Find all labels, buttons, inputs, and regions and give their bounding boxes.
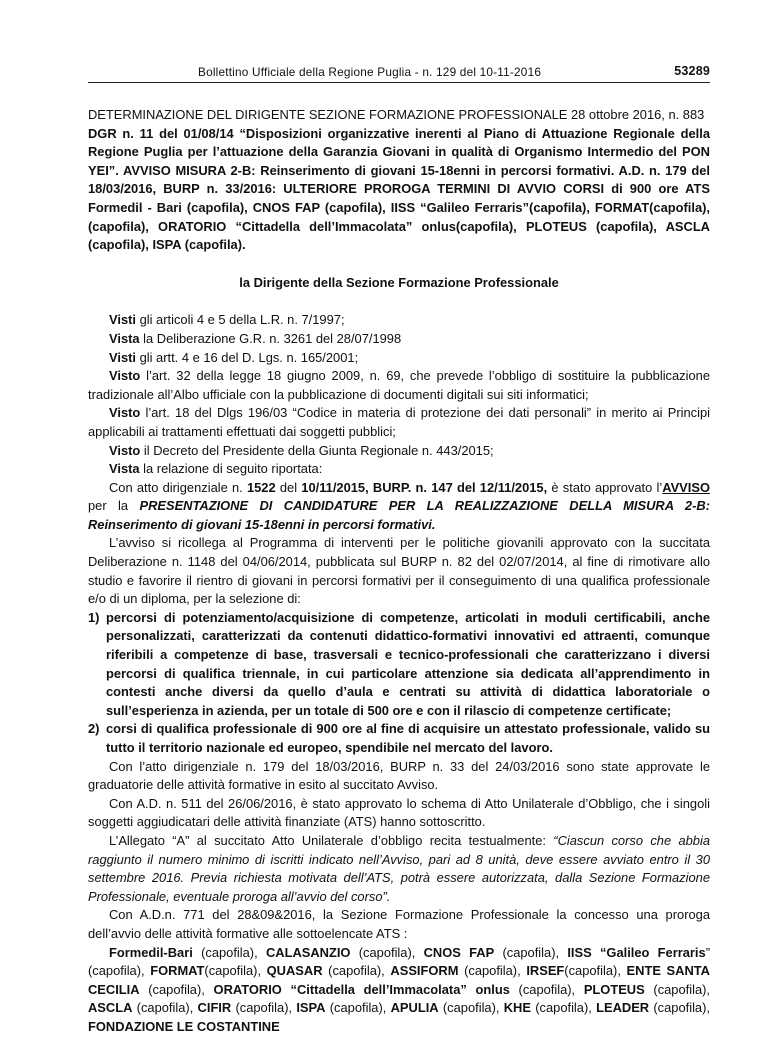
determination-subject: DGR n. 11 del 01/08/14 “Disposizioni organizzative inerenti al Piano di Attuazione Regionale della Regione Puglia per l’attuazione della Garanzia Giovani in qualità di Organismo Intermedio del PON YEI”. AVVISO MISURA 2-B: Reinserimento di giovani 15-18enni in percorsi formativi. A.D. n. 179 del 18/03/2016, BURP n. 33/2016: ULTERIORE PROROGA TERMINI DI AVVIO CORSI di 900 ore ATS Formedil - Bari (capofila), CNOS FAP (capofila), IISS “Galileo Ferraris”(capofila), FORMAT(capofila), (capofila), ORATORIO “Cittadella dell’Immacolata” onlus(capofila), PLOTEUS (capofila), ASCLA (capofila), ISPA (capofila). (88, 125, 710, 253)
document-body (88, 106, 710, 1037)
visti-item: Vista la Deliberazione G.R. n. 3261 del 28/07/1998 (109, 330, 402, 346)
ats-name: CNOS FAP (423, 944, 495, 960)
ats-name: ASCLA (88, 1000, 133, 1016)
ats-name: QUASAR (266, 963, 323, 979)
bulletin-header (88, 62, 710, 83)
ats-name: ENTE SANTA CECILIA (88, 963, 710, 997)
ats-name: ASSIFORM (390, 963, 459, 979)
determination-title: DETERMINAZIONE DEL DIRIGENTE SEZIONE FORMAZIONE PROFESSIONALE 28 ottobre 2016, n. 883 (88, 107, 705, 122)
visti-item: Visto il Decreto del Presidente della Giunta Regionale n. 443/2015; (109, 442, 494, 458)
page-number: 53289 (674, 64, 710, 78)
visti-item: Visti gli articoli 4 e 5 della L.R. n. 7/1997; (109, 312, 345, 328)
avviso-link-text: AVVISO (662, 479, 710, 495)
visti-section (88, 311, 710, 478)
ats-name: CALASANZIO (265, 944, 351, 960)
ats-name: ISPA (296, 1000, 326, 1016)
paragraph-graduatorie: Con l’atto dirigenziale n. 179 del 18/03/2016, BURP n. 33 del 24/03/2016 sono state approvate le graduatorie delle attività formative in esito al succitato Avviso. (88, 758, 710, 793)
paragraph-avviso: L’avviso si ricollega al Programma di interventi per le politiche giovanili approvato con la succitata Deliberazione n. 1148 del 04/06/2014, pubblicata sul BURP n. 82 del 02/07/2014, al fine di rimotivare allo studio e favorire il rientro di giovani in percorsi formativi per il conseguimento di una qualifica professionale e/o di un diploma, per la selezione di: (88, 535, 710, 607)
ats-name: KHE (503, 1000, 531, 1016)
ats-name: IRSEF (526, 963, 565, 979)
ats-name: ORATORIO “Cittadella dell’Immacolata” onlus (213, 981, 510, 997)
ats-name: FORMAT (150, 963, 205, 979)
ats-name: PLOTEUS (583, 981, 645, 997)
paragraph-ad771: Con A.D.n. 771 del 28&09&2016, la Sezione Formazione Professionale la concesso una proroga dell’avvio delle attività formative alle sottoelencate ATS : (88, 907, 710, 941)
ats-list: Formedil-Bari (capofila), CALASANZIO (capofila), CNOS FAP (capofila), IISS “Galileo Ferraris” (capofila), FORMAT(capofila), QUASAR (capofila), ASSIFORM (capofila), IRSEF(capofila), ENTE SANTA CECILIA (capofila), ORATORIO “Cittadella dell’Immacolata” onlus (capofila), PLOTEUS (capofila), ASCLA (capofila), CIFIR (capofila), ISPA (capofila), APULIA (capofila), KHE (capofila), LEADER (capofila), FONDAZIONE LE COSTANTINE (88, 944, 710, 1034)
ats-name: APULIA (390, 1000, 439, 1016)
visti-item: Visti gli artt. 4 e 16 del D. Lgs. n. 165/2001; (109, 349, 359, 365)
intro-heading: la Dirigente della Sezione Formazione Professionale (239, 274, 559, 290)
paragraph-atto: Con atto dirigenziale n. 1522 del 10/11/2015, BURP. n. 147 del 12/11/2015, è stato approvato l’AVVISO per la PRESENTAZIONE DI CANDIDATURE PER LA REALIZZAZIONE DELLA MISURA 2-B: Reinserimento di giovani 15-18enni in percorsi formativi. (88, 479, 711, 532)
ats-name: LEADER (596, 1000, 650, 1016)
visti-item: Visto l’art. 18 del Dlgs 196/03 “Codice in materia di protezione dei dati personali” in merito ai Principi applicabili ai trattamenti effettuati dai soggetti pubblici; (88, 405, 710, 439)
ats-name: Formedil-Bari (109, 944, 193, 960)
bulletin-title: Bollettino Ufficiale della Regione Puglia - n. 129 del 10-11-2016 (198, 65, 542, 79)
ats-name: IISS “Galileo Ferraris (567, 944, 706, 960)
visti-item: Visto l’art. 32 della legge 18 giugno 2009, n. 69, che prevede l’obbligo di sostituire la pubblicazione tradizionale all’Albo ufficiale con la pubblicazione di documenti digitali sui siti informatici; (88, 368, 710, 402)
ats-name: FONDAZIONE LE COSTANTINE (88, 1018, 280, 1034)
paragraph-ad511: Con A.D. n. 511 del 26/06/2016, è stato approvato lo schema di Atto Unilaterale d’Obbligo, che i singoli soggetti aggiudicatari delle attività finanziate (ATS) hanno sottoscritto. (88, 795, 710, 830)
ats-name: CIFIR (197, 1000, 232, 1016)
paragraph-allegato: L’Allegato “A” al succitato Atto Unilaterale d’obbligo recita testualmente: “Ciascun corso che abbia raggiunto il numero minimo di iscritti indicato nell’Avviso, pari ad 8 unità, deve essere avviato entro il 30 settembre 2016. Previa richiesta motivata dell’ATS, potrà essere autorizzata, dalla Sezione Formazione Professionale, eventuale proroga all’avvio del corso”. (88, 832, 710, 904)
list-item: 2) corsi di qualifica professionale di 900 ore al fine di acquisire un attestato professionale, valido su tutto il territorio nazionale ed europeo, spendibile nel mercato del lavoro. (88, 721, 710, 755)
list-item: 1) percorsi di potenziamento/acquisizione di competenze, articolati in moduli certificabili, anche personalizzati, caratterizzati da contenuti didattico-formativi innovativi ed attraenti, comunque riferibili a competenze di base, trasversali e tecnico-professionali che caratterizzano i diversi percorsi di qualifica triennale, in cui particolare attenzione sia dedicata all’apprendimento in contesti anche diversi da quello d’aula e centrati su attività di didattica laboratoriale o sull’esperienza in azienda, per un totale di 500 ore e con il rilascio di competenze certificate; (88, 609, 710, 718)
selection-list (88, 609, 710, 758)
visti-item: Vista la relazione di seguito riportata: (109, 461, 323, 477)
